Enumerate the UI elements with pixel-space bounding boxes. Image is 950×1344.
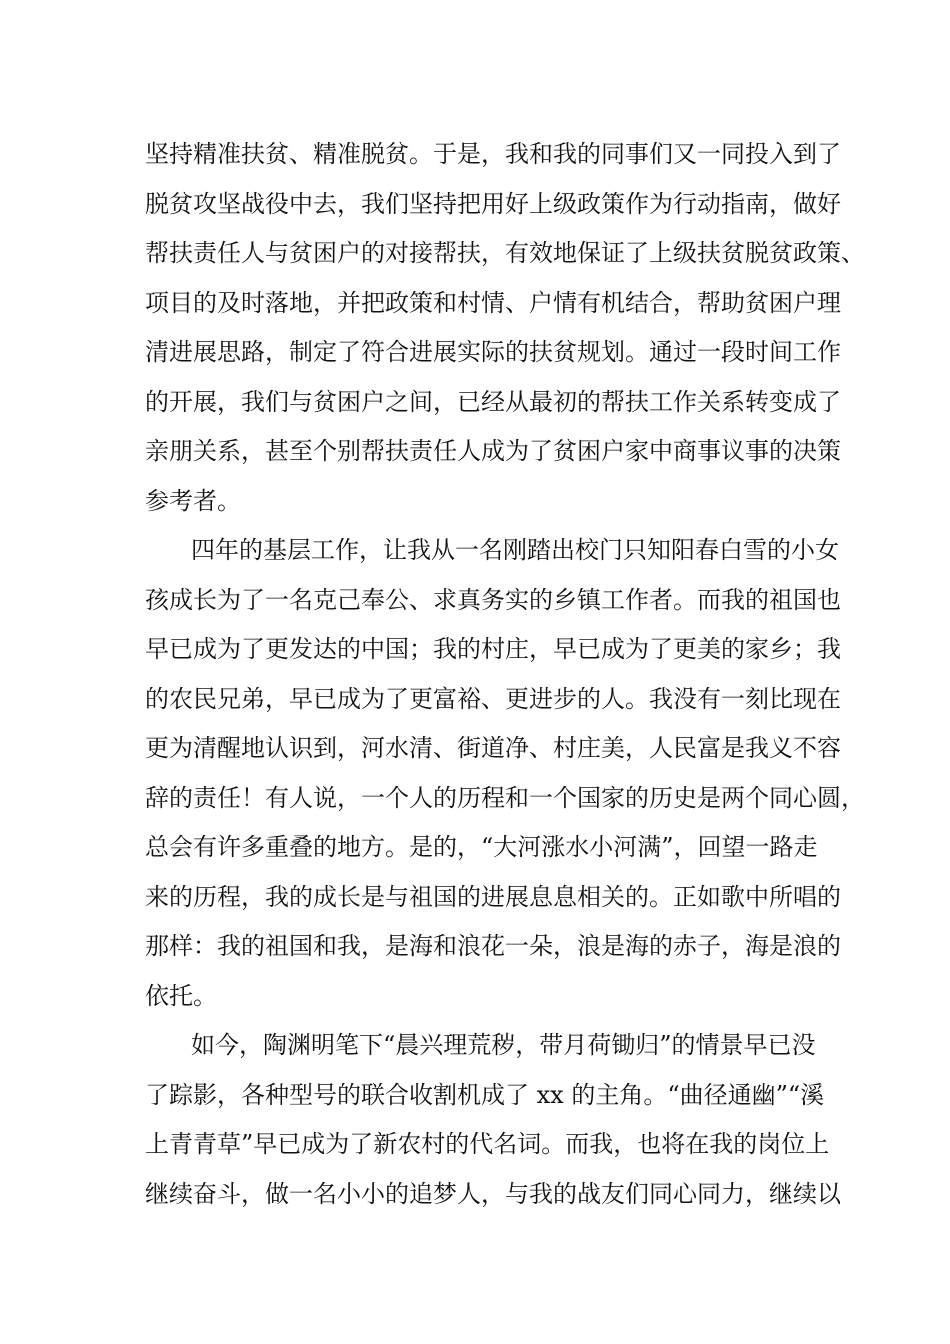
text-line: 清进展思路，制定了符合进展实际的扶贫规划。通过一段时间工作 (145, 338, 841, 366)
text-line: 上青青草”早已成为了新农村的代名词。而我，也将在我的岗位上 (145, 1130, 830, 1158)
text-line: 的农民兄弟，早已成为了更富裕、更进步的人。我没有一刻比现在 (145, 684, 841, 713)
text-line: 更为清醒地认识到，河水清、街道净、村庄美，人民富是我义不容 (145, 734, 841, 762)
paragraph-2 (145, 526, 865, 1021)
text-line: 早已成为了更发达的中国；我的村庄，早已成为了更美的家乡；我 (145, 635, 841, 663)
text-line: 亲朋关系，甚至个别帮扶责任人成为了贫困户家中商事议事的决策 (145, 437, 841, 465)
text-line: 来的历程，我的成长是与祖国的进展息息相关的。正如歌中所唱的 (145, 882, 841, 911)
text-line: 参考者。 (145, 486, 241, 515)
paragraph-1 (145, 130, 865, 526)
document-body (145, 130, 865, 1219)
text-line: 四年的基层工作，让我从一名刚踏出校门只知阳春白雪的小女 (191, 536, 839, 564)
paragraph-3 (145, 1021, 841, 1219)
text-line: 总会有许多重叠的地方。是的，“大河涨水小河满”，回望一路走 (145, 833, 818, 861)
text-line: 帮扶责任人与贫困户的对接帮扶，有效地保证了上级扶贫脱贫政策、 (145, 239, 865, 267)
text-line: 辞的责任！有人说，一个人的历程和一个国家的历史是两个同心圆， (145, 783, 865, 812)
text-line: 项目的及时落地，并把政策和村情、户情有机结合，帮助贫困户理 (145, 288, 841, 317)
text-line: 依托。 (145, 981, 217, 1010)
text-line: 孩成长为了一名克己奉公、求真务实的乡镇工作者。而我的祖国也 (145, 585, 841, 614)
text-line: 坚持精准扶贫、精准脱贫。于是，我和我的同事们又一同投入到了 (145, 140, 841, 168)
text-line: 继续奋斗，做一名小小的追梦人，与我的战友们同心同力，继续以 (145, 1179, 841, 1208)
text-line: 脱贫攻坚战役中去，我们坚持把用好上级政策作为行动指南，做好 (145, 189, 841, 218)
text-line: 了踪影，各种型号的联合收割机成了 xx 的主角。“曲径通幽”“溪 (145, 1080, 825, 1109)
text-line: 那样：我的祖国和我，是海和浪花一朵，浪是海的赤子，海是浪的 (145, 932, 841, 960)
text-line: 的开展，我们与贫困户之间，已经从最初的帮扶工作关系转变成了 (145, 387, 841, 416)
text-line: 如今，陶渊明笔下“晨兴理荒秽，带月荷锄归”的情景早已没 (191, 1031, 816, 1059)
